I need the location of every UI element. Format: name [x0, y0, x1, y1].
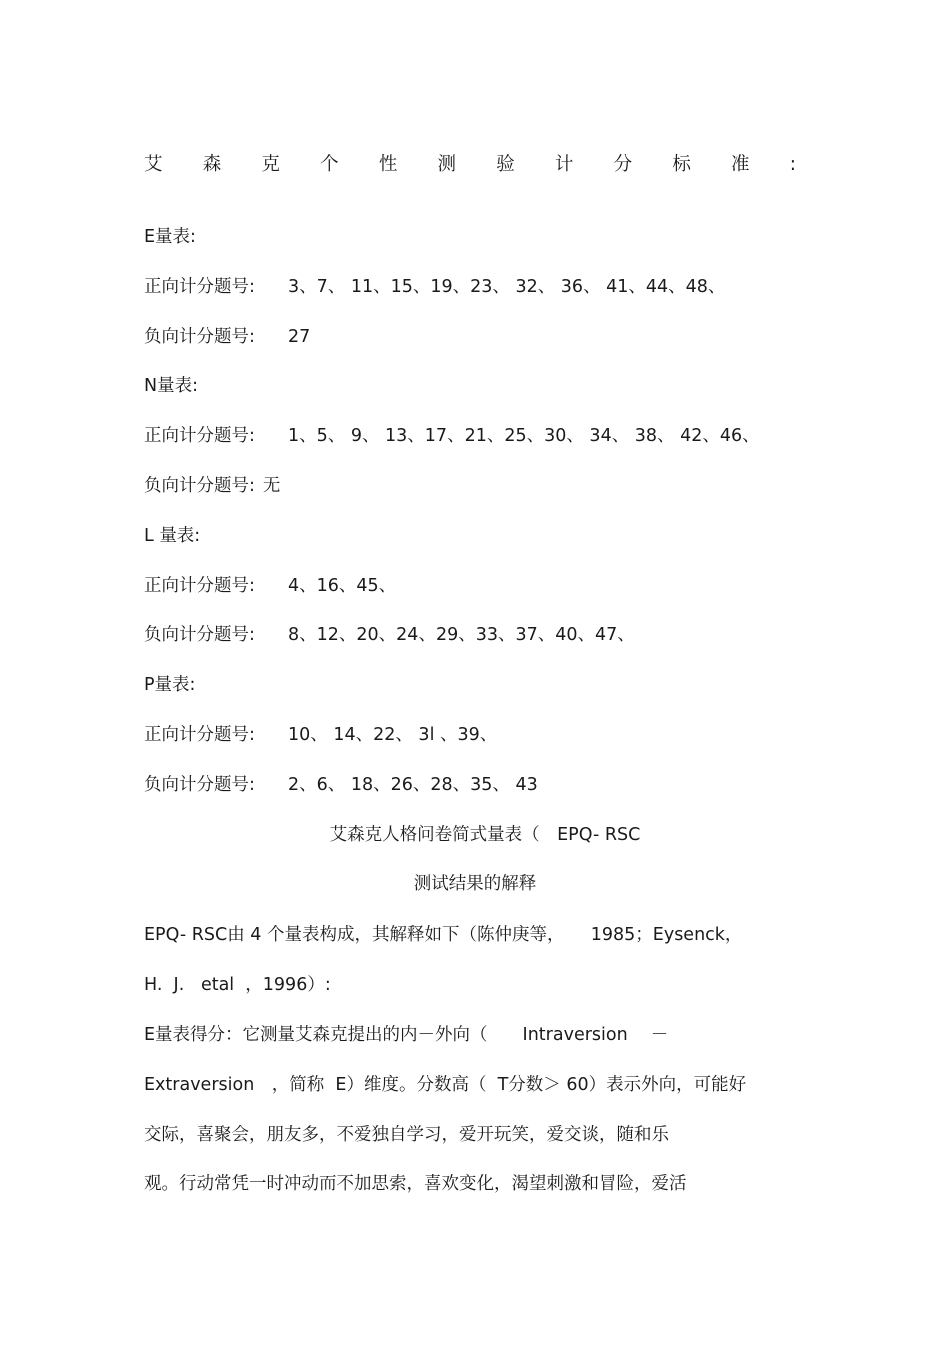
page-title [144, 152, 796, 178]
paragraph-line: Extraversion ，简称 E）维度。分数高（ T分数＞ 60）表示外向，可能好 [144, 1075, 747, 1095]
title-char: 准 [731, 154, 750, 175]
l-scale-heading: L 量表: [144, 526, 201, 546]
title-char: 标 [672, 154, 691, 175]
e-scale-negative-row [144, 325, 310, 349]
n-scale-negative-row [144, 474, 280, 498]
positive-label: 正向计分题号: [144, 576, 255, 596]
section-subheading: 测试结果的解释 [413, 874, 537, 894]
title-char: 艾 [144, 154, 163, 175]
positive-items: 4、16、45、 [288, 576, 397, 596]
p-scale-heading: P量表: [144, 675, 196, 695]
positive-items: 1、5、 9、 13、17、21、25、30、 34、 38、 42、46、 [288, 426, 760, 446]
title-char: 分 [613, 154, 633, 175]
paragraph-line: H. J. etal ，1996）: [144, 975, 331, 995]
negative-label: 负向计分题号: [144, 476, 255, 496]
n-scale-positive-row [144, 424, 760, 448]
title-char: 计 [554, 154, 574, 175]
p-scale-negative-row [144, 773, 538, 797]
l-scale-negative-row [144, 623, 635, 647]
negative-items: 无 [262, 476, 281, 496]
e-scale-heading: E量表: [144, 227, 196, 247]
negative-items: 8、12、20、24、29、33、37、40、47、 [288, 625, 635, 645]
l-scale-positive-row [144, 574, 396, 598]
negative-items: 27 [288, 327, 311, 347]
title-char: 克 [261, 154, 280, 175]
negative-label: 负向计分题号: [144, 775, 255, 795]
negative-label: 负向计分题号: [144, 625, 255, 645]
paragraph-line: E量表得分：它测量艾森克提出的内－外向（ Intraversion － [144, 1025, 669, 1045]
title-char: : [789, 154, 796, 175]
p-scale-positive-row [144, 723, 497, 747]
negative-label: 负向计分题号: [144, 327, 255, 347]
paragraph-line: 观。行动常凭一时冲动而不加思索，喜欢变化，渴望刺激和冒险，爱活 [144, 1174, 687, 1194]
paragraph-line: EPQ- RSC由 4 个量表构成，其解释如下（陈仲庚等， 1985；Eysenck， [144, 925, 743, 945]
title-char: 个 [320, 154, 339, 175]
title-char: 测 [437, 154, 457, 175]
e-scale-positive-row [144, 275, 725, 299]
title-char: 森 [202, 154, 222, 175]
positive-label: 正向计分题号: [144, 277, 255, 297]
title-char: 验 [496, 154, 515, 175]
positive-items: 3、7、 11、15、19、23、 32、 36、 41、44、48、 [288, 277, 726, 297]
positive-items: 10、 14、22、 3l 、39、 [288, 725, 498, 745]
section-heading: 艾森克人格问卷简式量表（ EPQ- RSC [329, 825, 641, 845]
positive-label: 正向计分题号: [144, 426, 255, 446]
negative-items: 2、6、 18、26、28、35、 43 [288, 775, 538, 795]
title-char: 性 [378, 154, 398, 175]
positive-label: 正向计分题号: [144, 725, 255, 745]
n-scale-heading: N量表: [144, 376, 198, 396]
paragraph-line: 交际，喜聚会，朋友多，不爱独自学习，爱开玩笑，爱交谈，随和乐 [144, 1125, 669, 1145]
